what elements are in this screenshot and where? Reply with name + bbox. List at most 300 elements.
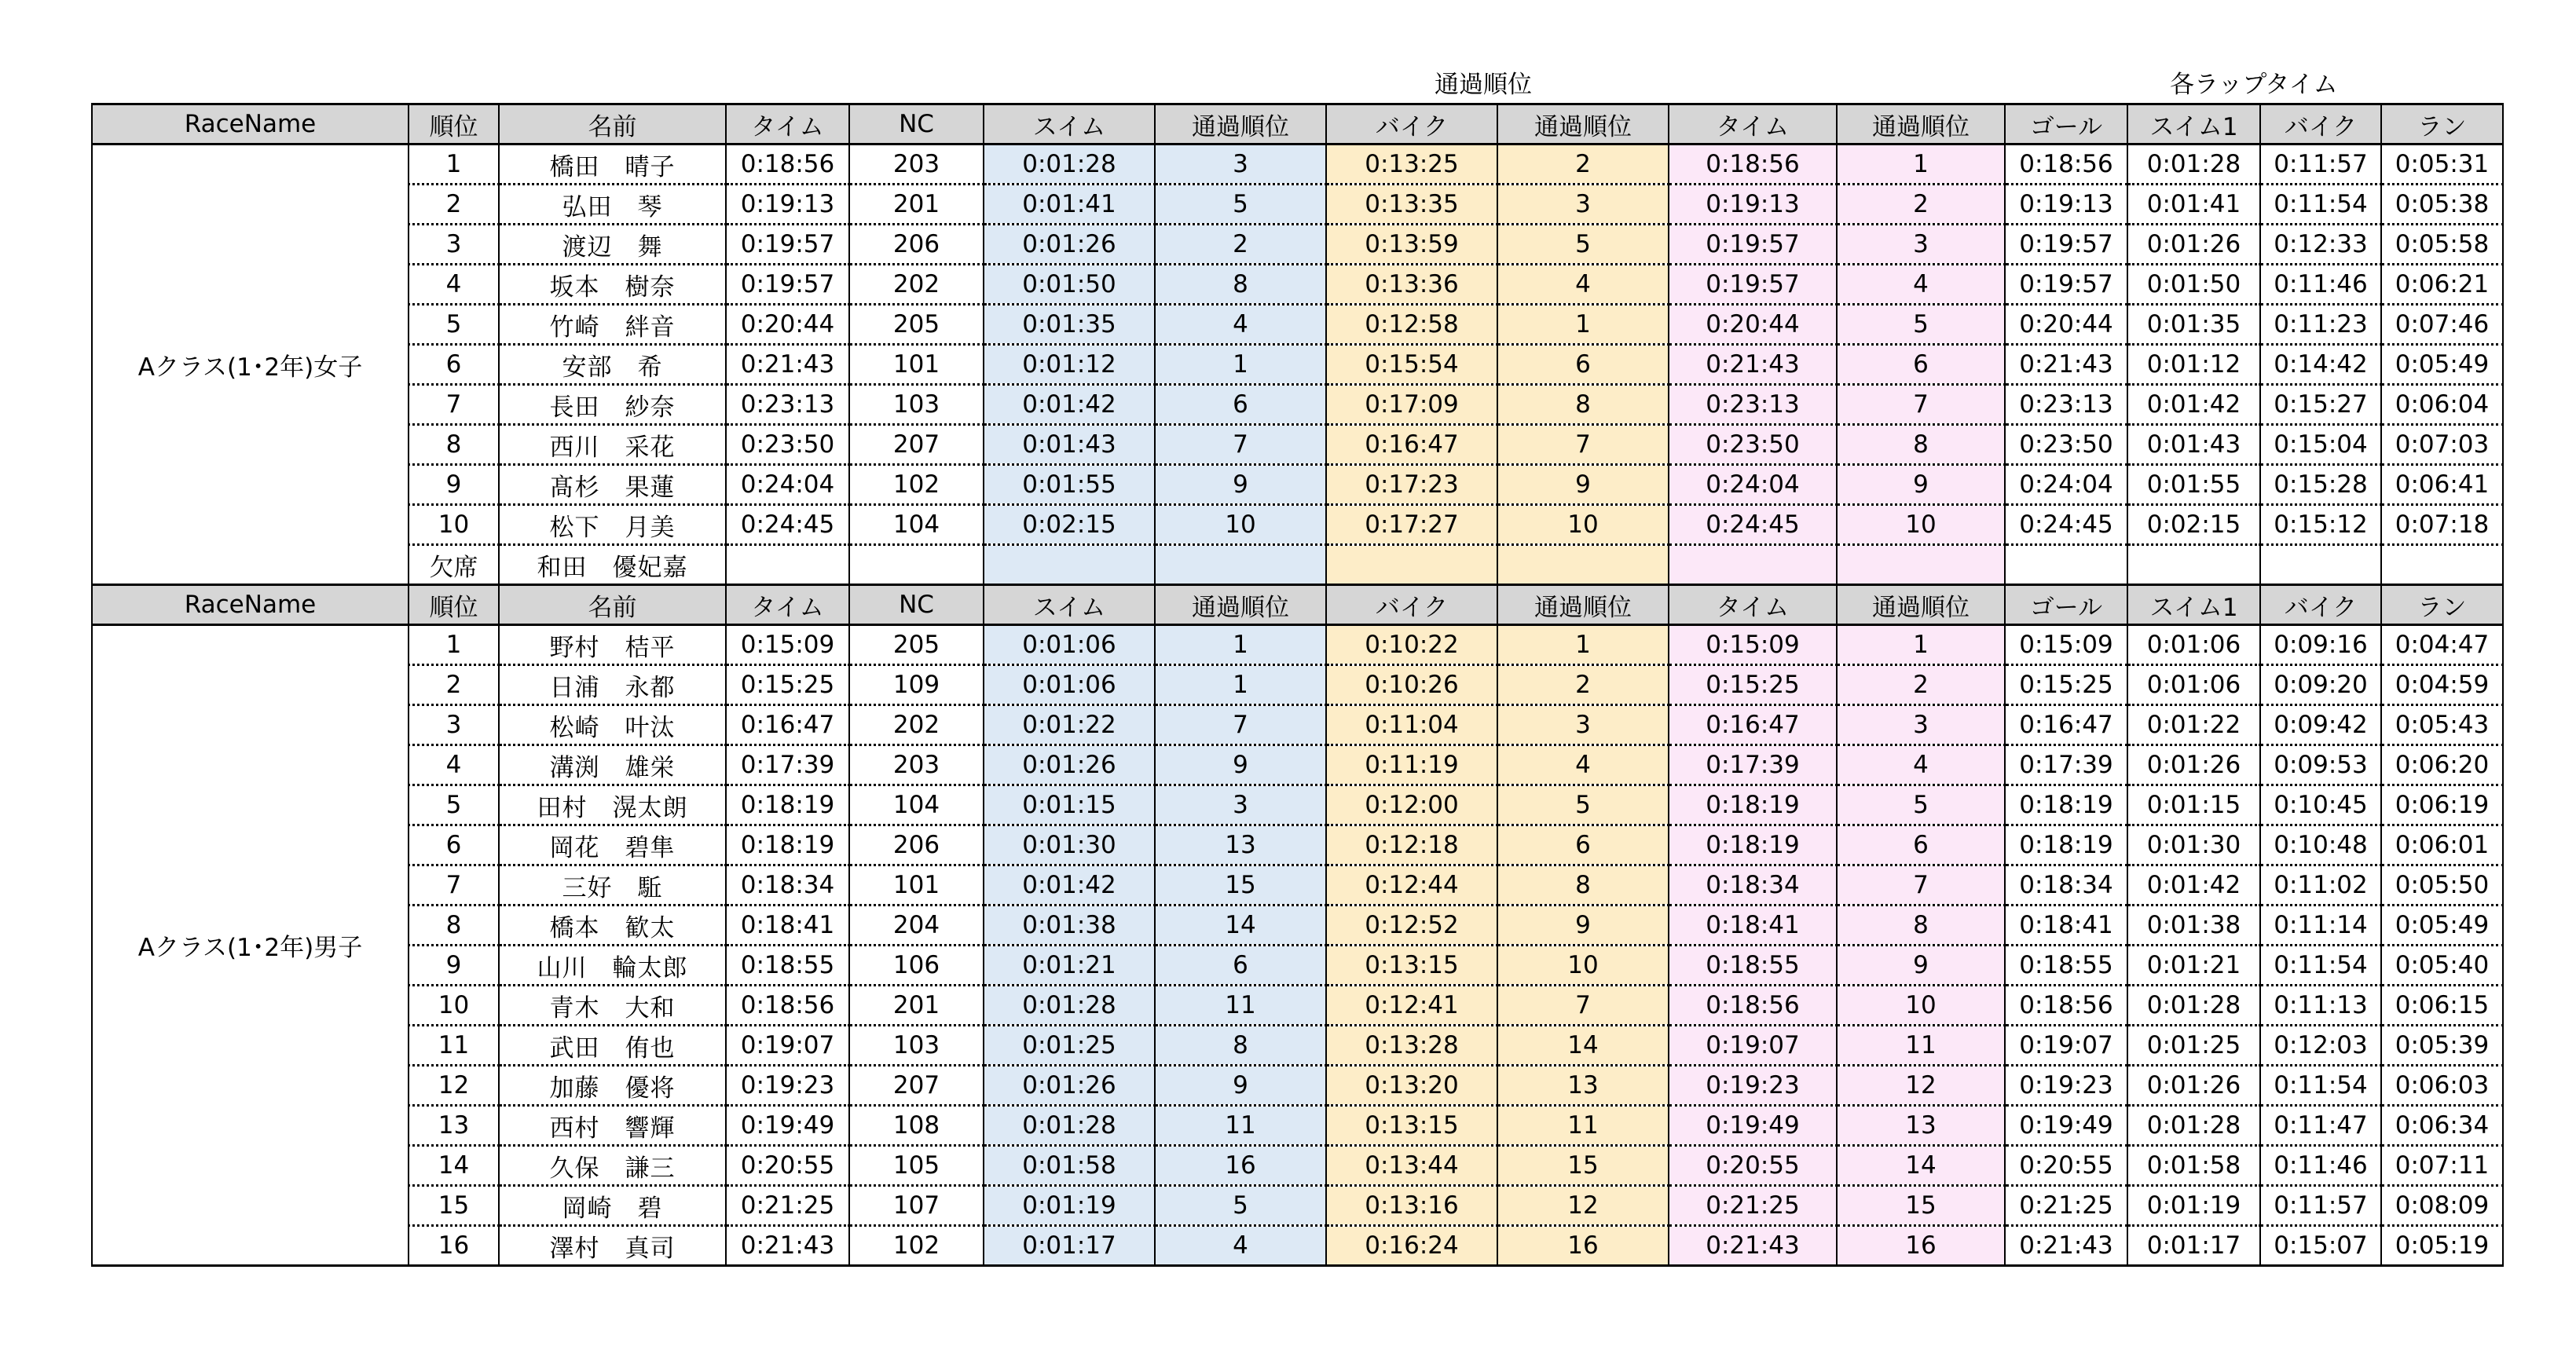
swim-cell: 0:01:15 xyxy=(984,785,1155,825)
lap-bike-cell: 0:11:02 xyxy=(2260,865,2381,906)
table-row xyxy=(92,1146,2503,1186)
lap-bike-cell: 0:15:07 xyxy=(2260,1226,2381,1266)
total-time-cell: 0:15:09 xyxy=(1669,625,1837,665)
lap-bike-cell: 0:12:33 xyxy=(2260,225,2381,265)
rank-cell: 2 xyxy=(409,665,499,705)
total-time-cell: 0:19:57 xyxy=(1669,265,1837,305)
bike-rank-cell: 6 xyxy=(1497,825,1669,865)
total-time-cell: 0:21:25 xyxy=(1669,1186,1837,1226)
total-time-cell: 0:19:23 xyxy=(1669,1066,1837,1106)
empty-cell xyxy=(1669,545,1837,585)
time-cell: 0:19:49 xyxy=(726,1106,849,1146)
rank-cell: 9 xyxy=(409,465,499,505)
nc-cell: 206 xyxy=(849,225,984,265)
bike-cell: 0:12:52 xyxy=(1326,906,1497,946)
column-header: バイク xyxy=(2260,104,2381,145)
nc-cell: 201 xyxy=(849,986,984,1026)
nc-cell: 105 xyxy=(849,1146,984,1186)
total-time-cell: 0:19:07 xyxy=(1669,1026,1837,1066)
total-time-cell: 0:19:49 xyxy=(1669,1106,1837,1146)
time-cell: 0:17:39 xyxy=(726,745,849,785)
name-cell: 青木 大和 xyxy=(499,986,726,1026)
lap-bike-cell: 0:11:54 xyxy=(2260,946,2381,986)
goal-cell: 0:18:55 xyxy=(2005,946,2127,986)
lap-swim1-cell: 0:01:42 xyxy=(2127,865,2260,906)
total-rank-cell: 6 xyxy=(1837,825,2005,865)
table-row xyxy=(92,906,2503,946)
lap-run-cell: 0:07:46 xyxy=(2381,305,2503,345)
total-time-cell: 0:18:34 xyxy=(1669,865,1837,906)
name-cell: 安部 希 xyxy=(499,345,726,385)
total-rank-cell: 1 xyxy=(1837,625,2005,665)
lap-run-cell: 0:06:15 xyxy=(2381,986,2503,1026)
time-cell: 0:18:41 xyxy=(726,906,849,946)
goal-cell: 0:16:47 xyxy=(2005,705,2127,745)
column-header: 順位 xyxy=(409,585,499,625)
column-header: スイム xyxy=(984,104,1155,145)
bike-rank-cell: 1 xyxy=(1497,625,1669,665)
total-time-cell: 0:18:19 xyxy=(1669,825,1837,865)
nc-cell: 207 xyxy=(849,425,984,465)
swim-rank-cell: 2 xyxy=(1155,225,1326,265)
total-rank-cell: 12 xyxy=(1837,1066,2005,1106)
time-cell: 0:18:56 xyxy=(726,986,849,1026)
name-cell: 日浦 永都 xyxy=(499,665,726,705)
lap-bike-cell: 0:11:57 xyxy=(2260,145,2381,185)
total-rank-cell: 3 xyxy=(1837,225,2005,265)
table-row xyxy=(92,265,2503,305)
table-row xyxy=(92,745,2503,785)
time-cell: 0:24:04 xyxy=(726,465,849,505)
bike-rank-cell: 8 xyxy=(1497,385,1669,425)
lap-swim1-cell: 0:01:26 xyxy=(2127,225,2260,265)
swim-rank-cell: 11 xyxy=(1155,986,1326,1026)
super-header-lap-times: 各ラップタイム xyxy=(2170,71,2338,99)
bike-cell: 0:13:25 xyxy=(1326,145,1497,185)
bike-rank-cell: 10 xyxy=(1497,946,1669,986)
bike-rank-cell: 1 xyxy=(1497,305,1669,345)
bike-rank-cell: 2 xyxy=(1497,145,1669,185)
name-cell: 長田 紗奈 xyxy=(499,385,726,425)
total-time-cell: 0:19:57 xyxy=(1669,225,1837,265)
bike-cell: 0:13:16 xyxy=(1326,1186,1497,1226)
lap-swim1-cell: 0:01:19 xyxy=(2127,1186,2260,1226)
swim-rank-cell: 9 xyxy=(1155,1066,1326,1106)
total-rank-cell: 4 xyxy=(1837,265,2005,305)
goal-cell: 0:19:57 xyxy=(2005,225,2127,265)
rank-cell: 7 xyxy=(409,385,499,425)
absent-name-cell: 和田 優妃嘉 xyxy=(499,545,726,585)
bike-rank-cell: 13 xyxy=(1497,1066,1669,1106)
swim-cell: 0:01:26 xyxy=(984,225,1155,265)
lap-run-cell: 0:05:49 xyxy=(2381,906,2503,946)
name-cell: 澤村 真司 xyxy=(499,1226,726,1266)
lap-swim1-cell: 0:01:06 xyxy=(2127,625,2260,665)
swim-cell: 0:01:50 xyxy=(984,265,1155,305)
goal-cell: 0:19:07 xyxy=(2005,1026,2127,1066)
nc-cell: 205 xyxy=(849,305,984,345)
column-header: スイム1 xyxy=(2127,104,2260,145)
lap-bike-cell: 0:11:57 xyxy=(2260,1186,2381,1226)
goal-cell: 0:18:56 xyxy=(2005,986,2127,1026)
race-name-cell: Aクラス(1･2年)女子 xyxy=(92,145,409,585)
name-cell: 田村 滉太朗 xyxy=(499,785,726,825)
bike-rank-cell: 5 xyxy=(1497,225,1669,265)
total-rank-cell: 8 xyxy=(1837,906,2005,946)
total-time-cell: 0:19:13 xyxy=(1669,185,1837,225)
swim-cell: 0:01:26 xyxy=(984,745,1155,785)
time-cell: 0:15:25 xyxy=(726,665,849,705)
swim-cell: 0:01:25 xyxy=(984,1026,1155,1066)
total-rank-cell: 15 xyxy=(1837,1186,2005,1226)
results-body xyxy=(92,104,2503,1266)
name-cell: 髙杉 果蓮 xyxy=(499,465,726,505)
bike-cell: 0:10:22 xyxy=(1326,625,1497,665)
time-cell: 0:18:19 xyxy=(726,825,849,865)
lap-run-cell: 0:06:04 xyxy=(2381,385,2503,425)
swim-cell: 0:01:30 xyxy=(984,825,1155,865)
table-row xyxy=(92,865,2503,906)
lap-bike-cell: 0:11:54 xyxy=(2260,1066,2381,1106)
swim-cell: 0:01:35 xyxy=(984,305,1155,345)
nc-cell: 201 xyxy=(849,185,984,225)
total-rank-cell: 2 xyxy=(1837,665,2005,705)
goal-cell: 0:20:55 xyxy=(2005,1146,2127,1186)
time-cell: 0:19:13 xyxy=(726,185,849,225)
lap-swim1-cell: 0:01:21 xyxy=(2127,946,2260,986)
swim-rank-cell: 4 xyxy=(1155,1226,1326,1266)
empty-cell xyxy=(2381,545,2503,585)
column-header: スイム xyxy=(984,585,1155,625)
swim-cell: 0:01:41 xyxy=(984,185,1155,225)
total-time-cell: 0:18:55 xyxy=(1669,946,1837,986)
lap-bike-cell: 0:09:20 xyxy=(2260,665,2381,705)
nc-cell: 204 xyxy=(849,906,984,946)
table-row xyxy=(92,946,2503,986)
total-rank-cell: 1 xyxy=(1837,145,2005,185)
swim-rank-cell: 1 xyxy=(1155,625,1326,665)
total-time-cell: 0:21:43 xyxy=(1669,345,1837,385)
absent-label-cell: 欠席 xyxy=(409,545,499,585)
bike-cell: 0:10:26 xyxy=(1326,665,1497,705)
column-header: 通過順位 xyxy=(1837,104,2005,145)
total-time-cell: 0:15:25 xyxy=(1669,665,1837,705)
time-cell: 0:18:34 xyxy=(726,865,849,906)
goal-cell: 0:15:09 xyxy=(2005,625,2127,665)
time-cell: 0:19:23 xyxy=(726,1066,849,1106)
swim-cell: 0:01:55 xyxy=(984,465,1155,505)
nc-cell: 203 xyxy=(849,145,984,185)
time-cell: 0:18:19 xyxy=(726,785,849,825)
bike-rank-cell: 16 xyxy=(1497,1226,1669,1266)
goal-cell: 0:19:13 xyxy=(2005,185,2127,225)
swim-rank-cell: 16 xyxy=(1155,1146,1326,1186)
table-row xyxy=(92,705,2503,745)
bike-cell: 0:12:41 xyxy=(1326,986,1497,1026)
column-header: 名前 xyxy=(499,104,726,145)
total-rank-cell: 6 xyxy=(1837,345,2005,385)
total-time-cell: 0:23:50 xyxy=(1669,425,1837,465)
swim-cell: 0:01:28 xyxy=(984,986,1155,1026)
nc-cell: 104 xyxy=(849,785,984,825)
name-cell: 岡花 碧隼 xyxy=(499,825,726,865)
empty-cell xyxy=(2005,545,2127,585)
lap-swim1-cell: 0:01:17 xyxy=(2127,1226,2260,1266)
lap-swim1-cell: 0:01:22 xyxy=(2127,705,2260,745)
swim-cell: 0:02:15 xyxy=(984,505,1155,545)
column-header: RaceName xyxy=(92,585,409,625)
name-cell: 加藤 優将 xyxy=(499,1066,726,1106)
time-cell: 0:19:57 xyxy=(726,265,849,305)
total-time-cell: 0:16:47 xyxy=(1669,705,1837,745)
name-cell: 山川 輪太郎 xyxy=(499,946,726,986)
rank-cell: 2 xyxy=(409,185,499,225)
table-row xyxy=(92,385,2503,425)
name-cell: 西村 響輝 xyxy=(499,1106,726,1146)
lap-bike-cell: 0:11:47 xyxy=(2260,1106,2381,1146)
name-cell: 溝渕 雄栄 xyxy=(499,745,726,785)
lap-bike-cell: 0:15:12 xyxy=(2260,505,2381,545)
bike-rank-cell: 10 xyxy=(1497,505,1669,545)
swim-rank-cell: 1 xyxy=(1155,665,1326,705)
nc-cell: 203 xyxy=(849,745,984,785)
column-header: RaceName xyxy=(92,104,409,145)
column-header: 通過順位 xyxy=(1155,585,1326,625)
swim-cell: 0:01:42 xyxy=(984,865,1155,906)
swim-cell: 0:01:28 xyxy=(984,145,1155,185)
total-time-cell: 0:21:43 xyxy=(1669,1226,1837,1266)
bike-rank-cell: 8 xyxy=(1497,865,1669,906)
lap-bike-cell: 0:11:14 xyxy=(2260,906,2381,946)
swim-rank-cell: 10 xyxy=(1155,505,1326,545)
total-time-cell: 0:18:56 xyxy=(1669,986,1837,1026)
lap-bike-cell: 0:10:48 xyxy=(2260,825,2381,865)
goal-cell: 0:18:19 xyxy=(2005,785,2127,825)
lap-swim1-cell: 0:01:58 xyxy=(2127,1146,2260,1186)
column-header: NC xyxy=(849,104,984,145)
table-row xyxy=(92,425,2503,465)
swim-rank-cell: 5 xyxy=(1155,185,1326,225)
empty-cell xyxy=(1837,545,2005,585)
empty-cell xyxy=(2127,545,2260,585)
name-cell: 橋本 歓太 xyxy=(499,906,726,946)
total-rank-cell: 5 xyxy=(1837,785,2005,825)
total-rank-cell: 10 xyxy=(1837,986,2005,1026)
time-cell: 0:18:56 xyxy=(726,145,849,185)
table-row xyxy=(92,1186,2503,1226)
bike-rank-cell: 4 xyxy=(1497,745,1669,785)
swim-rank-cell: 3 xyxy=(1155,785,1326,825)
total-time-cell: 0:18:41 xyxy=(1669,906,1837,946)
lap-run-cell: 0:07:03 xyxy=(2381,425,2503,465)
empty-cell xyxy=(1155,545,1326,585)
time-cell: 0:23:13 xyxy=(726,385,849,425)
lap-swim1-cell: 0:01:15 xyxy=(2127,785,2260,825)
goal-cell: 0:19:57 xyxy=(2005,265,2127,305)
absent-row xyxy=(92,545,2503,585)
lap-run-cell: 0:05:43 xyxy=(2381,705,2503,745)
rank-cell: 8 xyxy=(409,425,499,465)
bike-cell: 0:17:23 xyxy=(1326,465,1497,505)
bike-cell: 0:12:00 xyxy=(1326,785,1497,825)
swim-rank-cell: 14 xyxy=(1155,906,1326,946)
lap-run-cell: 0:05:49 xyxy=(2381,345,2503,385)
total-time-cell: 0:24:45 xyxy=(1669,505,1837,545)
lap-run-cell: 0:05:58 xyxy=(2381,225,2503,265)
lap-bike-cell: 0:15:04 xyxy=(2260,425,2381,465)
column-header: 通過順位 xyxy=(1155,104,1326,145)
lap-run-cell: 0:06:41 xyxy=(2381,465,2503,505)
rank-cell: 14 xyxy=(409,1146,499,1186)
nc-cell: 202 xyxy=(849,705,984,745)
total-rank-cell: 16 xyxy=(1837,1226,2005,1266)
time-cell: 0:23:50 xyxy=(726,425,849,465)
lap-swim1-cell: 0:01:25 xyxy=(2127,1026,2260,1066)
lap-bike-cell: 0:11:46 xyxy=(2260,1146,2381,1186)
lap-swim1-cell: 0:01:30 xyxy=(2127,825,2260,865)
swim-rank-cell: 5 xyxy=(1155,1186,1326,1226)
nc-cell: 202 xyxy=(849,265,984,305)
empty-cell xyxy=(984,545,1155,585)
time-cell: 0:21:43 xyxy=(726,345,849,385)
table-row xyxy=(92,465,2503,505)
time-cell: 0:20:44 xyxy=(726,305,849,345)
table-row xyxy=(92,225,2503,265)
rank-cell: 3 xyxy=(409,705,499,745)
total-time-cell: 0:18:19 xyxy=(1669,785,1837,825)
swim-rank-cell: 7 xyxy=(1155,705,1326,745)
swim-rank-cell: 11 xyxy=(1155,1106,1326,1146)
lap-swim1-cell: 0:01:35 xyxy=(2127,305,2260,345)
rank-cell: 12 xyxy=(409,1066,499,1106)
lap-bike-cell: 0:11:23 xyxy=(2260,305,2381,345)
swim-cell: 0:01:22 xyxy=(984,705,1155,745)
time-cell: 0:21:25 xyxy=(726,1186,849,1226)
empty-cell xyxy=(1497,545,1669,585)
bike-rank-cell: 3 xyxy=(1497,185,1669,225)
goal-cell: 0:15:25 xyxy=(2005,665,2127,705)
lap-bike-cell: 0:11:46 xyxy=(2260,265,2381,305)
total-time-cell: 0:18:56 xyxy=(1669,145,1837,185)
goal-cell: 0:24:45 xyxy=(2005,505,2127,545)
nc-cell: 206 xyxy=(849,825,984,865)
rank-cell: 6 xyxy=(409,825,499,865)
time-cell: 0:19:57 xyxy=(726,225,849,265)
bike-rank-cell: 5 xyxy=(1497,785,1669,825)
super-header-passage-rank: 通過順位 xyxy=(1435,71,1532,99)
total-rank-cell: 11 xyxy=(1837,1026,2005,1066)
bike-rank-cell: 9 xyxy=(1497,465,1669,505)
column-header: バイク xyxy=(1326,104,1497,145)
swim-cell: 0:01:43 xyxy=(984,425,1155,465)
name-cell: 松崎 叶汰 xyxy=(499,705,726,745)
lap-bike-cell: 0:12:03 xyxy=(2260,1026,2381,1066)
lap-bike-cell: 0:15:28 xyxy=(2260,465,2381,505)
table-row xyxy=(92,625,2503,665)
total-rank-cell: 14 xyxy=(1837,1146,2005,1186)
name-cell: 武田 侑也 xyxy=(499,1026,726,1066)
name-cell: 橋田 晴子 xyxy=(499,145,726,185)
lap-swim1-cell: 0:01:41 xyxy=(2127,185,2260,225)
lap-bike-cell: 0:11:13 xyxy=(2260,986,2381,1026)
race-name-cell: Aクラス(1･2年)男子 xyxy=(92,625,409,1266)
column-header: バイク xyxy=(2260,585,2381,625)
bike-cell: 0:16:24 xyxy=(1326,1226,1497,1266)
bike-cell: 0:11:04 xyxy=(1326,705,1497,745)
column-header: 通過順位 xyxy=(1837,585,2005,625)
total-rank-cell: 4 xyxy=(1837,745,2005,785)
empty-cell xyxy=(726,545,849,585)
goal-cell: 0:18:56 xyxy=(2005,145,2127,185)
lap-run-cell: 0:04:47 xyxy=(2381,625,2503,665)
swim-rank-cell: 8 xyxy=(1155,1026,1326,1066)
lap-swim1-cell: 0:01:26 xyxy=(2127,745,2260,785)
rank-cell: 15 xyxy=(409,1186,499,1226)
bike-cell: 0:17:09 xyxy=(1326,385,1497,425)
rank-cell: 5 xyxy=(409,305,499,345)
swim-rank-cell: 3 xyxy=(1155,145,1326,185)
bike-cell: 0:17:27 xyxy=(1326,505,1497,545)
swim-rank-cell: 1 xyxy=(1155,345,1326,385)
lap-bike-cell: 0:09:42 xyxy=(2260,705,2381,745)
total-rank-cell: 7 xyxy=(1837,865,2005,906)
column-header: 通過順位 xyxy=(1497,585,1669,625)
bike-rank-cell: 6 xyxy=(1497,345,1669,385)
goal-cell: 0:21:43 xyxy=(2005,345,2127,385)
nc-cell: 101 xyxy=(849,865,984,906)
swim-rank-cell: 13 xyxy=(1155,825,1326,865)
lap-swim1-cell: 0:01:43 xyxy=(2127,425,2260,465)
time-cell: 0:16:47 xyxy=(726,705,849,745)
table-row xyxy=(92,1066,2503,1106)
swim-rank-cell: 7 xyxy=(1155,425,1326,465)
bike-rank-cell: 14 xyxy=(1497,1026,1669,1066)
lap-run-cell: 0:08:09 xyxy=(2381,1186,2503,1226)
lap-run-cell: 0:06:34 xyxy=(2381,1106,2503,1146)
empty-cell xyxy=(849,545,984,585)
rank-cell: 5 xyxy=(409,785,499,825)
lap-run-cell: 0:05:40 xyxy=(2381,946,2503,986)
table-row xyxy=(92,145,2503,185)
nc-cell: 107 xyxy=(849,1186,984,1226)
total-rank-cell: 9 xyxy=(1837,465,2005,505)
goal-cell: 0:23:50 xyxy=(2005,425,2127,465)
column-header: ラン xyxy=(2381,585,2503,625)
swim-rank-cell: 9 xyxy=(1155,745,1326,785)
lap-swim1-cell: 0:01:12 xyxy=(2127,345,2260,385)
goal-cell: 0:18:34 xyxy=(2005,865,2127,906)
lap-run-cell: 0:05:38 xyxy=(2381,185,2503,225)
rank-cell: 13 xyxy=(409,1106,499,1146)
name-cell: 渡辺 舞 xyxy=(499,225,726,265)
bike-rank-cell: 2 xyxy=(1497,665,1669,705)
nc-cell: 103 xyxy=(849,385,984,425)
bike-rank-cell: 7 xyxy=(1497,425,1669,465)
lap-run-cell: 0:05:50 xyxy=(2381,865,2503,906)
name-cell: 竹崎 絆音 xyxy=(499,305,726,345)
nc-cell: 104 xyxy=(849,505,984,545)
swim-rank-cell: 4 xyxy=(1155,305,1326,345)
bike-cell: 0:12:44 xyxy=(1326,865,1497,906)
time-cell: 0:21:43 xyxy=(726,1226,849,1266)
table-row xyxy=(92,825,2503,865)
lap-swim1-cell: 0:01:28 xyxy=(2127,1106,2260,1146)
lap-bike-cell: 0:15:27 xyxy=(2260,385,2381,425)
lap-bike-cell: 0:09:53 xyxy=(2260,745,2381,785)
swim-cell: 0:01:19 xyxy=(984,1186,1155,1226)
goal-cell: 0:18:19 xyxy=(2005,825,2127,865)
goal-cell: 0:24:04 xyxy=(2005,465,2127,505)
